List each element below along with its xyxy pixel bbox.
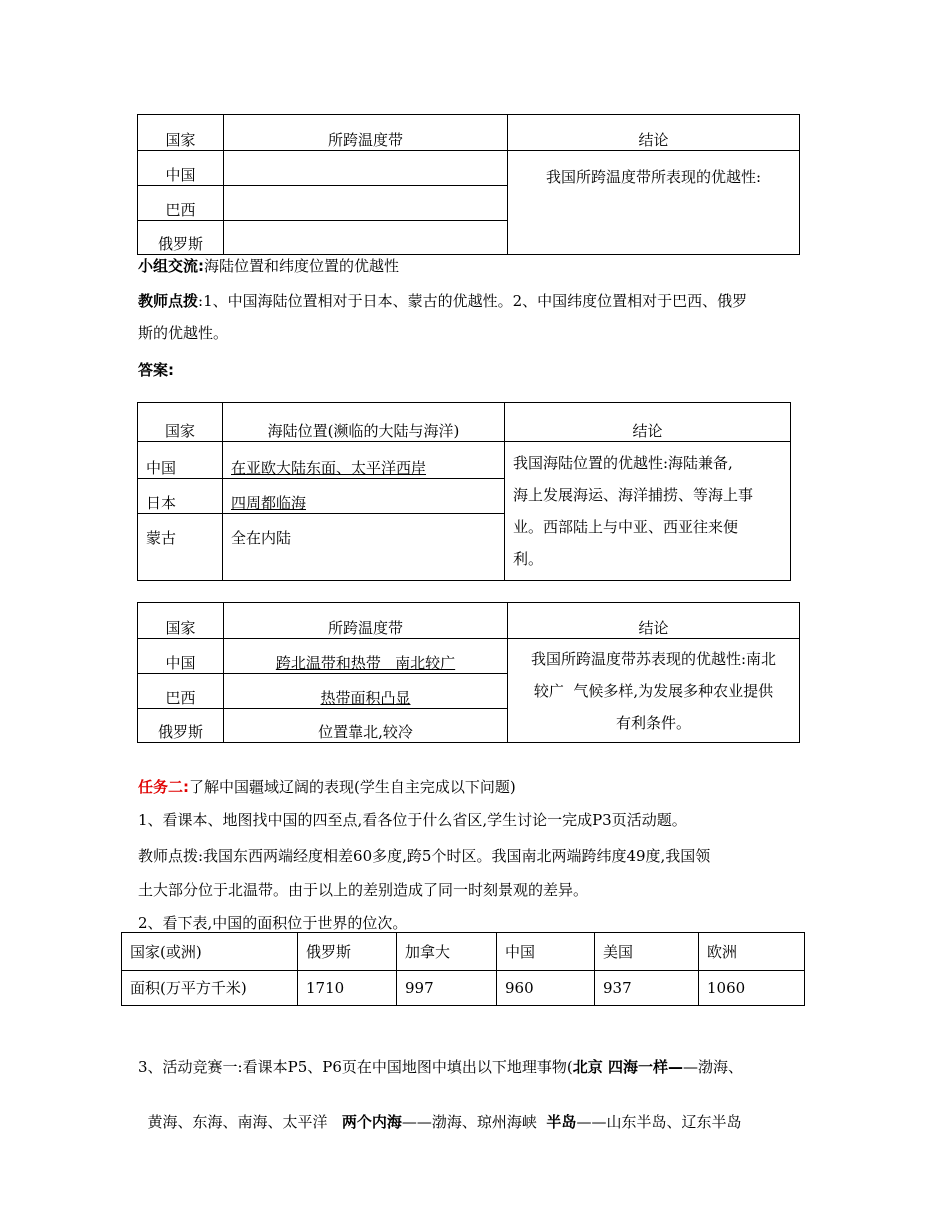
area-value-cell: 960 bbox=[497, 971, 595, 1006]
q3-bold: 北京 四海一样— bbox=[572, 1058, 683, 1076]
area-value-cell: 997 bbox=[397, 971, 497, 1006]
group-text: 海陆位置和纬度位置的优越性 bbox=[204, 257, 400, 275]
teacher-tip-2-line1: 教师点拨:我国东西两端经度相差60多度,跨5个时区。我国南北两端跨纬度49度,我国领 bbox=[138, 847, 711, 865]
conclusion-line: 我国海陆位置的优越性:海陆兼备, bbox=[513, 454, 733, 472]
q3-text: 黄海、东海、南海、太平洋 bbox=[147, 1113, 342, 1131]
task-two-text: 了解中国疆域辽阔的表现(学生自主完成以下问题) bbox=[189, 778, 516, 796]
header-conclusion: 结论 bbox=[508, 115, 800, 151]
header-country: 国家 bbox=[138, 115, 224, 151]
header-zone: 所跨温度带 bbox=[224, 603, 508, 639]
row-zone: 位置靠北,较冷 bbox=[224, 709, 508, 743]
header-position: 海陆位置(濒临的大陆与海洋) bbox=[223, 403, 505, 442]
conclusion-cell bbox=[505, 442, 791, 581]
temperature-zone-answer-table bbox=[137, 602, 800, 743]
teacher-tip-1-line2: 斯的优越性。 bbox=[138, 324, 229, 342]
row-country: 中国 bbox=[138, 442, 223, 479]
q3-text: ——渤海、琼州海峡 bbox=[401, 1113, 547, 1131]
answer-label: 答案: bbox=[138, 361, 174, 379]
q3-bold: 半岛 bbox=[546, 1113, 577, 1131]
conclusion-cell[interactable] bbox=[508, 151, 800, 255]
row-china: 中国 bbox=[138, 151, 224, 186]
question-3-line2 bbox=[138, 1092, 741, 1132]
q3-text: ——山东半岛、辽东半岛 bbox=[576, 1113, 742, 1131]
header-cell: 加拿大 bbox=[397, 933, 497, 971]
header-cell: 美国 bbox=[595, 933, 699, 971]
area-label-cell: 面积(万平方千米) bbox=[122, 971, 298, 1006]
conclusion-line: 较广 气候多样,为发展多种农业提供 bbox=[533, 681, 774, 700]
header-cell: 国家(或洲) bbox=[122, 933, 298, 971]
row-russia: 俄罗斯 bbox=[138, 221, 224, 255]
header-zone: 所跨温度带 bbox=[224, 115, 508, 151]
area-ranking-table bbox=[121, 932, 805, 1006]
header-cell: 俄罗斯 bbox=[298, 933, 397, 971]
teacher-tip-1 bbox=[138, 291, 747, 311]
row-country: 日本 bbox=[138, 479, 223, 514]
row-country: 蒙古 bbox=[138, 514, 223, 581]
header-cell: 中国 bbox=[497, 933, 595, 971]
sea-land-position-table bbox=[137, 402, 791, 581]
row-position: 四周都临海 bbox=[223, 479, 505, 514]
blank-cell[interactable] bbox=[224, 151, 508, 186]
teacher-tip-2-line2: 土大部分位于北温带。由于以上的差别造成了同一时刻景观的差异。 bbox=[138, 881, 589, 899]
row-zone: 跨北温带和热带 南北较广 bbox=[224, 639, 508, 674]
row-position: 全在内陆 bbox=[223, 514, 505, 581]
header-cell: 欧洲 bbox=[699, 933, 805, 971]
header-country: 国家 bbox=[138, 403, 223, 442]
question-1: 1、看课本、地图找中国的四至点,看各位于什么省区,学生讨论一完成P3页活动题。 bbox=[138, 811, 687, 829]
row-zone: 热带面积凸显 bbox=[224, 674, 508, 709]
task-two-label: 任务二: bbox=[138, 778, 189, 796]
q3-text: 3、活动竞赛一:看课本P5、P6页在中国地图中填出以下地理事物( bbox=[138, 1058, 573, 1076]
conclusion-cell bbox=[508, 639, 800, 743]
group-discussion bbox=[138, 256, 399, 276]
blank-cell[interactable] bbox=[224, 186, 508, 221]
teacher-label: 教师点拨 bbox=[138, 292, 199, 310]
question-2: 2、看下表,中国的面积位于世界的位次。 bbox=[138, 914, 408, 932]
conclusion-line: 业。西部陆上与中亚、西亚往来便 bbox=[513, 518, 739, 536]
teacher-tip-line1: :1、中国海陆位置相对于日本、蒙古的优越性。2、中国纬度位置相对于巴西、俄罗 bbox=[198, 292, 748, 310]
task-two bbox=[138, 777, 516, 797]
row-position: 在亚欧大陆东面、太平洋西岸 bbox=[223, 442, 505, 479]
header-conclusion: 结论 bbox=[508, 603, 800, 639]
row-brazil: 巴西 bbox=[138, 186, 224, 221]
conclusion-line: 我国所跨温度带苏表现的优越性:南北 bbox=[530, 649, 777, 668]
temperature-zone-table-blank bbox=[137, 114, 800, 255]
area-value-cell: 1710 bbox=[298, 971, 397, 1006]
row-country: 巴西 bbox=[138, 674, 224, 709]
row-country: 中国 bbox=[138, 639, 224, 674]
row-country: 俄罗斯 bbox=[138, 709, 224, 743]
question-3-line1 bbox=[138, 1057, 743, 1077]
conclusion-line: 有利条件。 bbox=[615, 713, 691, 732]
group-label: 小组交流: bbox=[138, 257, 204, 275]
area-value-cell: 1060 bbox=[699, 971, 805, 1006]
conclusion-line: 海上发展海运、海洋捕捞、等海上事 bbox=[513, 486, 754, 504]
conclusion-line: 利。 bbox=[513, 550, 544, 568]
conclusion-text: 我国所跨温度带所表现的优越性: bbox=[545, 168, 762, 186]
header-conclusion: 结论 bbox=[505, 403, 791, 442]
q3-text: —渤海、 bbox=[682, 1058, 743, 1076]
area-value-cell: 937 bbox=[595, 971, 699, 1006]
q3-bold: 两个内海 bbox=[341, 1113, 402, 1131]
blank-cell[interactable] bbox=[224, 221, 508, 255]
header-country: 国家 bbox=[138, 603, 224, 639]
